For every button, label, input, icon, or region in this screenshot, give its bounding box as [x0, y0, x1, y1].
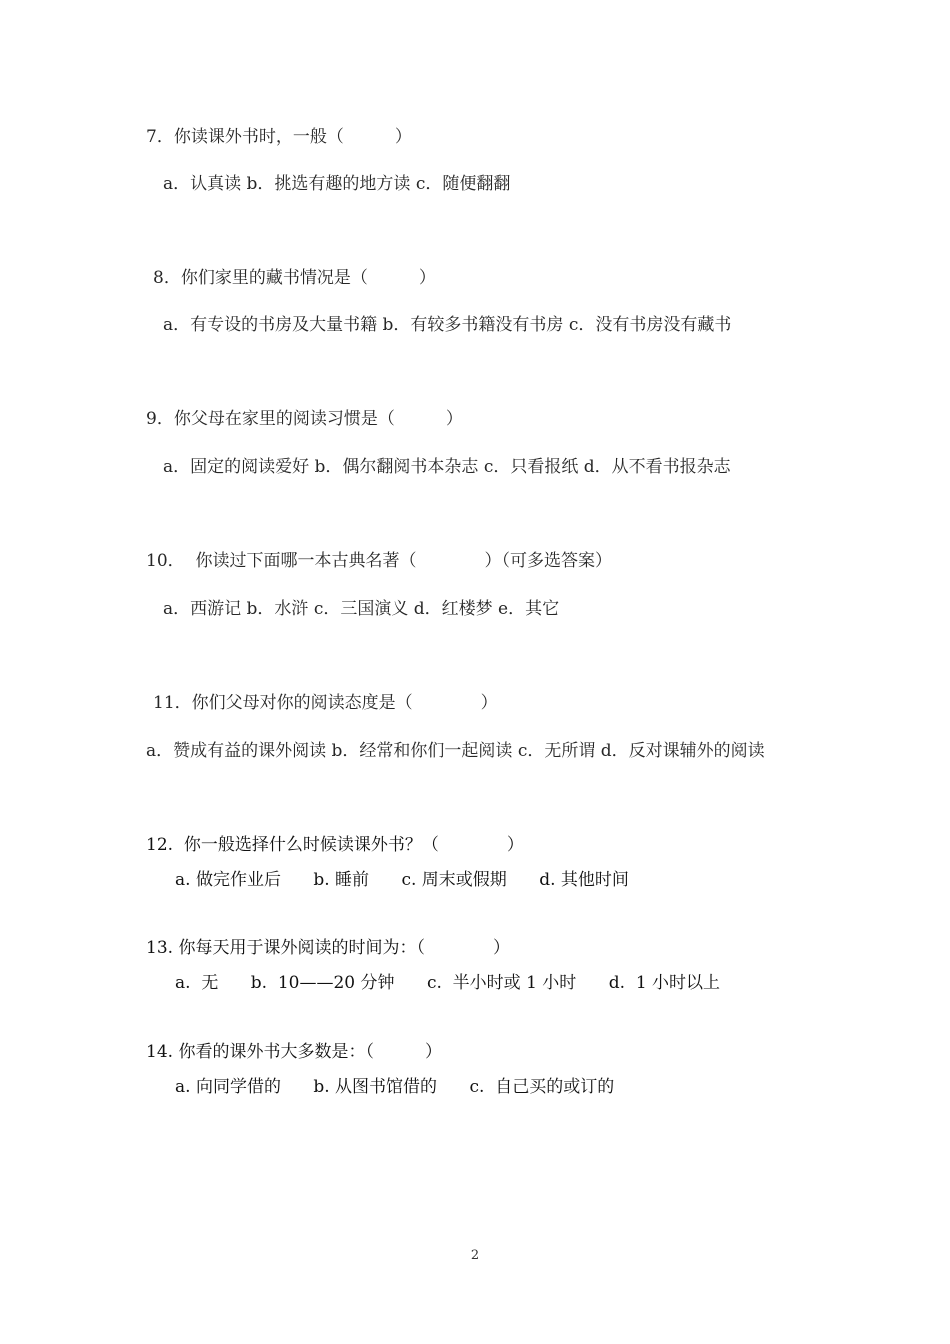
question-7-options: a．认真读 b．挑选有趣的地方读 c．随便翻翻	[163, 174, 511, 194]
question-14: 14. 你看的课外书大多数是：（ ）	[146, 1042, 442, 1062]
question-12: 12. 你一般选择什么时候读课外书？（ ）	[146, 835, 524, 855]
question-9: 9．你父母在家里的阅读习惯是（ ）	[146, 409, 463, 429]
question-8: 8．你们家里的藏书情况是（ ）	[153, 268, 436, 288]
question-9-options: a．固定的阅读爱好 b．偶尔翻阅书本杂志 c．只看报纸 d．从不看书报杂志	[163, 457, 731, 477]
question-10: 10． 你读过下面哪一本古典名著（ ）（可多选答案）	[146, 551, 612, 571]
page-number: 2	[470, 1248, 480, 1263]
question-11-options: a．赞成有益的课外阅读 b．经常和你们一起阅读 c．无所谓 d．反对课辅外的阅读	[146, 741, 765, 761]
question-8-options: a．有专设的书房及大量书籍 b．有较多书籍没有书房 c．没有书房没有藏书	[163, 315, 732, 335]
question-7: 7．你读课外书时，一般（ ）	[146, 127, 412, 147]
question-12-options: a. 做完作业后 b. 睡前 c. 周末或假期 d. 其他时间	[175, 870, 629, 890]
question-10-options: a．西游记 b．水浒 c．三国演义 d．红楼梦 e．其它	[163, 599, 560, 619]
question-11: 11．你们父母对你的阅读态度是（ ）	[153, 693, 498, 713]
question-13: 13. 你每天用于课外阅读的时间为：（ ）	[146, 938, 510, 958]
question-13-options: a. 无 b. 10——20 分钟 c. 半小时或 1 小时 d. 1 小时以上	[175, 973, 721, 993]
question-14-options: a. 向同学借的 b. 从图书馆借的 c. 自己买的或订的	[175, 1077, 615, 1097]
